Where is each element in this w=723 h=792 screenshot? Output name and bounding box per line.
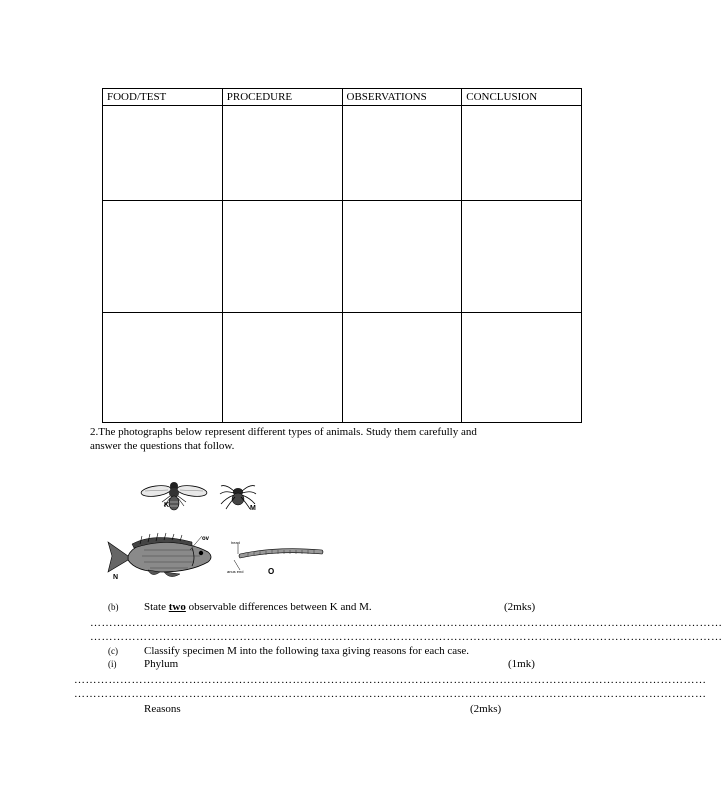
part-b-number: (b) [108, 602, 119, 612]
answer-line[interactable]: ………………………………………………………………………………………………………………………………………………… [74, 688, 707, 700]
table-header-row [103, 89, 582, 106]
header-food-test: FOOD/TEST [103, 89, 223, 106]
table-cell[interactable] [103, 313, 223, 423]
food-test-table [102, 88, 582, 423]
label-k: K [164, 502, 170, 509]
table-cell[interactable] [462, 313, 582, 423]
table-cell[interactable] [342, 201, 462, 313]
part-c-question: Classify specimen M into the following taxa giving reasons for each case. [144, 645, 470, 657]
table-cell[interactable] [222, 201, 342, 313]
table-row [103, 201, 582, 313]
label-fish-part: ov [202, 536, 210, 542]
reasons-marks: (2mks) [470, 703, 502, 715]
label-o: O [268, 567, 275, 576]
part-c-i-marks: (1mk) [508, 658, 535, 670]
question2-line2: answer the questions that follow. [90, 440, 235, 452]
part-b-emphasis: two [168, 601, 186, 613]
header-conclusion: CONCLUSION [462, 89, 582, 106]
label-n: N [113, 574, 119, 581]
part-b-question [144, 600, 372, 614]
table-cell[interactable] [342, 106, 462, 201]
table-cell[interactable] [103, 201, 223, 313]
answer-line[interactable]: ………………………………………………………………………………………………………………………………………………… [90, 631, 723, 643]
reasons-label: Reasons [144, 703, 181, 715]
answer-line[interactable]: ………………………………………………………………………………………………………………………………………………… [90, 617, 723, 629]
table-cell[interactable] [103, 106, 223, 201]
label-m: M [250, 505, 256, 512]
specimen-o-worm-image [226, 540, 326, 580]
part-c-i-number: (i) [108, 659, 117, 669]
part-c-i-label: Phylum [144, 658, 179, 670]
table-cell[interactable] [222, 106, 342, 201]
answer-line[interactable]: ………………………………………………………………………………………………………………………………………………… [74, 674, 707, 686]
label-worm-head: head [231, 540, 240, 545]
table-cell[interactable] [342, 313, 462, 423]
table-row [103, 313, 582, 423]
part-b-text-before: State [144, 601, 169, 613]
table-row [103, 106, 582, 201]
part-b-marks: (2mks) [504, 601, 536, 613]
label-worm-tail: anus end [227, 569, 244, 574]
header-observations: OBSERVATIONS [342, 89, 462, 106]
table-cell[interactable] [462, 106, 582, 201]
part-c-number: (c) [108, 646, 118, 656]
question2-line1: 2.The photographs below represent different types of animals. Study them carefully and [90, 426, 477, 438]
table-cell[interactable] [462, 201, 582, 313]
part-b-text-after: observable differences between K and M. [185, 601, 372, 613]
table-cell[interactable] [222, 313, 342, 423]
specimen-k-fly-image [140, 478, 210, 514]
header-procedure: PROCEDURE [222, 89, 342, 106]
